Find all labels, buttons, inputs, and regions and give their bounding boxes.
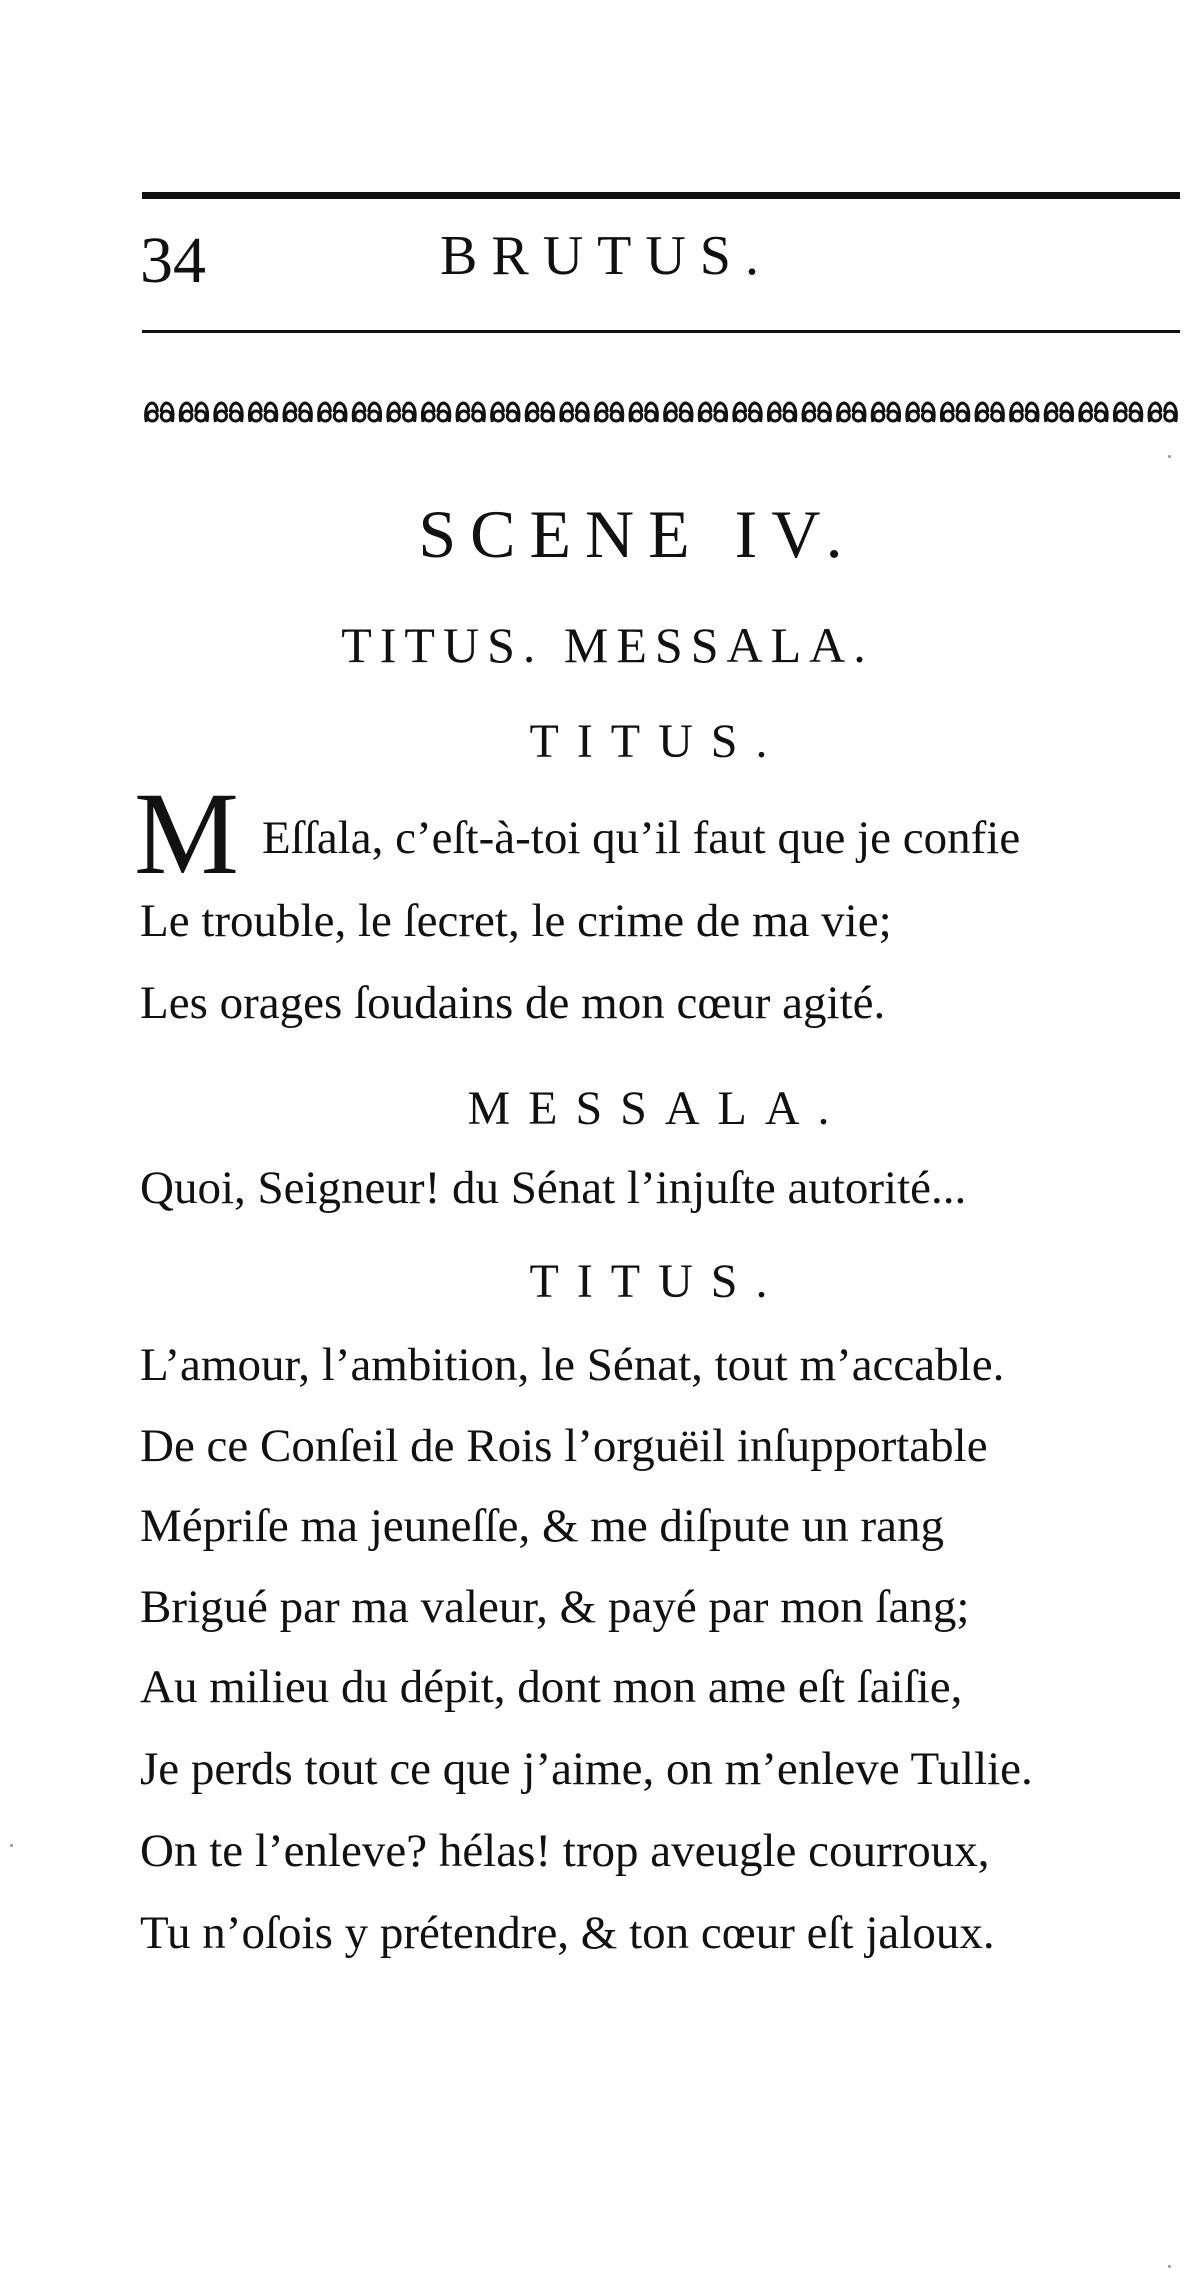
verse-line: L’amour, l’ambition, le Sénat, tout m’accable. — [140, 1339, 1005, 1391]
verse-line: Mépriſe ma jeuneſſe, & me diſpute un rang — [140, 1500, 944, 1552]
verse-line: Le trouble, le ſecret, le crime de ma vie; — [140, 895, 892, 947]
running-title: BRUTUS. — [440, 225, 773, 287]
ornamental-border — [142, 392, 1180, 432]
speaker-name: TITUS. — [529, 715, 786, 768]
header-rule-top — [142, 192, 1180, 199]
print-speck — [1168, 2265, 1171, 2268]
verse-line: Au milieu du dépit, dont mon ame eſt ſaiſie, — [140, 1661, 963, 1713]
verse-line: Brigué par ma valeur, & payé par mon ſang; — [140, 1581, 970, 1633]
speaker-name: TITUS. — [529, 1255, 786, 1308]
verse-line: Je perds tout ce que j’aime, on m’enleve Tullie. — [140, 1743, 1033, 1795]
verse-line: De ce Conſeil de Rois l’orguëil inſupportable — [140, 1420, 988, 1472]
verse-line: Eſſala, c’eſt-à-toi qu’il faut que je confie — [262, 812, 1021, 864]
scene-title: SCENE IV. — [418, 496, 857, 572]
drop-cap: M — [134, 768, 239, 899]
speaker-name: MESSALA. — [467, 1082, 848, 1135]
page-number: 34 — [140, 224, 206, 297]
verse-line: Quoi, Seigneur! du Sénat l’injuſte autorité... — [140, 1162, 967, 1214]
verse-line: Les orages ſoudains de mon cœur agité. — [140, 977, 886, 1029]
scene-cast: TITUS. MESSALA. — [341, 617, 874, 673]
print-speck — [1168, 455, 1171, 458]
verse-line: On te l’enleve? hélas! trop aveugle courroux, — [140, 1825, 990, 1877]
header-rule-bottom — [142, 330, 1180, 333]
print-speck — [10, 1844, 13, 1847]
verse-line: Tu n’oſois y prétendre, & ton cœur eſt jaloux. — [140, 1907, 995, 1959]
